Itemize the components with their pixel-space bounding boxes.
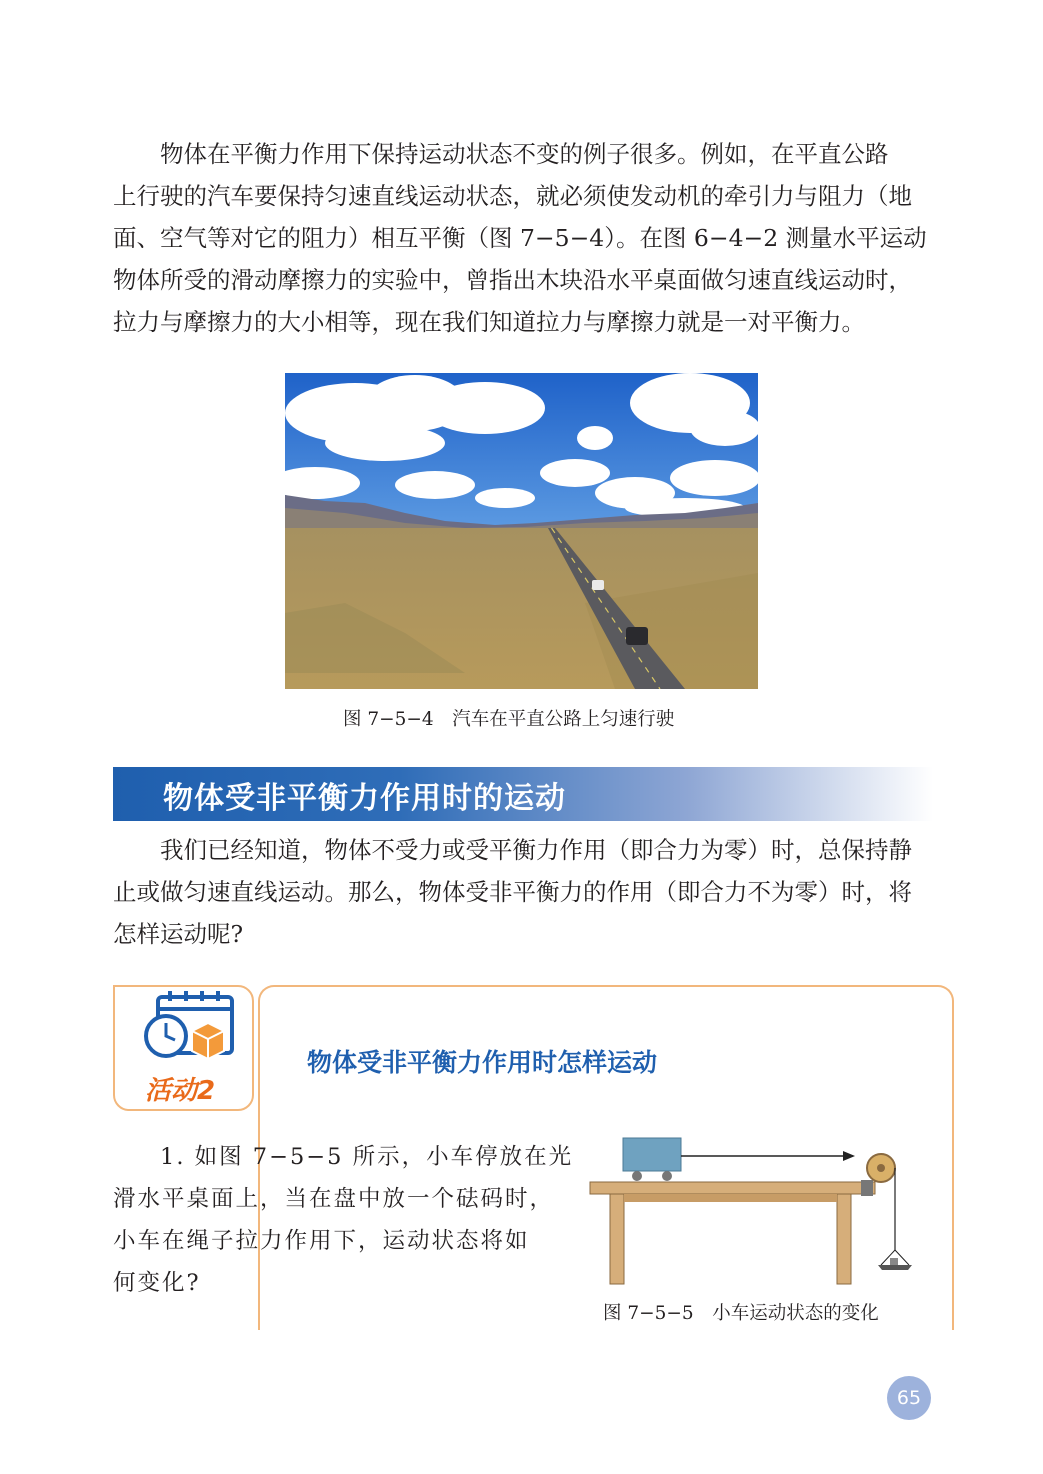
text-line: 上行驶的汽车要保持匀速直线运动状态，就必须使发动机的牵引力与阻力（地 xyxy=(113,182,912,210)
activity-title: 物体受非平衡力作用时怎样运动 xyxy=(307,1048,658,1077)
section-title: 物体受非平衡力作用时的运动 xyxy=(163,781,566,816)
text-line: 止或做匀速直线运动。那么，物体受非平衡力的作用（即合力不为零）时，将 xyxy=(113,878,912,906)
text-line: 1. 如图 7−5−5 所示，小车停放在光 xyxy=(160,1144,574,1170)
text-line: 滑水平桌面上，当在盘中放一个砝码时， xyxy=(113,1186,555,1212)
calendar-clock-icon xyxy=(140,989,240,1069)
text-line: 怎样运动呢? xyxy=(113,920,244,948)
text-line: 何变化? xyxy=(113,1270,201,1296)
cart-on-table-diagram xyxy=(585,1130,915,1290)
text-line: 我们已经知道，物体不受力或受平衡力作用（即合力为零）时，总保持静 xyxy=(160,836,912,864)
figure-caption: 图 7−5−5 小车运动状态的变化 xyxy=(603,1303,879,1324)
section-heading-bar xyxy=(113,767,933,821)
activity-label: 活动2 xyxy=(145,1076,216,1106)
text-line: 面、空气等对它的阻力）相互平衡（图 7−5−4）。在图 6−4−2 测量水平运动 xyxy=(113,224,927,252)
paragraph-unbalanced-force xyxy=(113,829,930,955)
text-line: 拉力与摩擦力的大小相等，现在我们知道拉力与摩擦力就是一对平衡力。 xyxy=(113,308,865,336)
text-line: 小车在绳子拉力作用下，运动状态将如 xyxy=(113,1228,530,1254)
activity-badge xyxy=(113,985,254,1111)
paragraph-balanced-force xyxy=(113,133,930,343)
activity-question xyxy=(113,1136,574,1304)
road-photo xyxy=(285,373,758,689)
text-line: 物体所受的滑动摩擦力的实验中，曾指出木块沿水平桌面做匀速直线运动时， xyxy=(113,266,912,294)
figure-caption: 图 7−5−4 汽车在平直公路上匀速行驶 xyxy=(343,709,675,730)
text-line: 物体在平衡力作用下保持运动状态不变的例子很多。例如，在平直公路 xyxy=(160,140,889,168)
page-number: 65 xyxy=(887,1376,931,1420)
